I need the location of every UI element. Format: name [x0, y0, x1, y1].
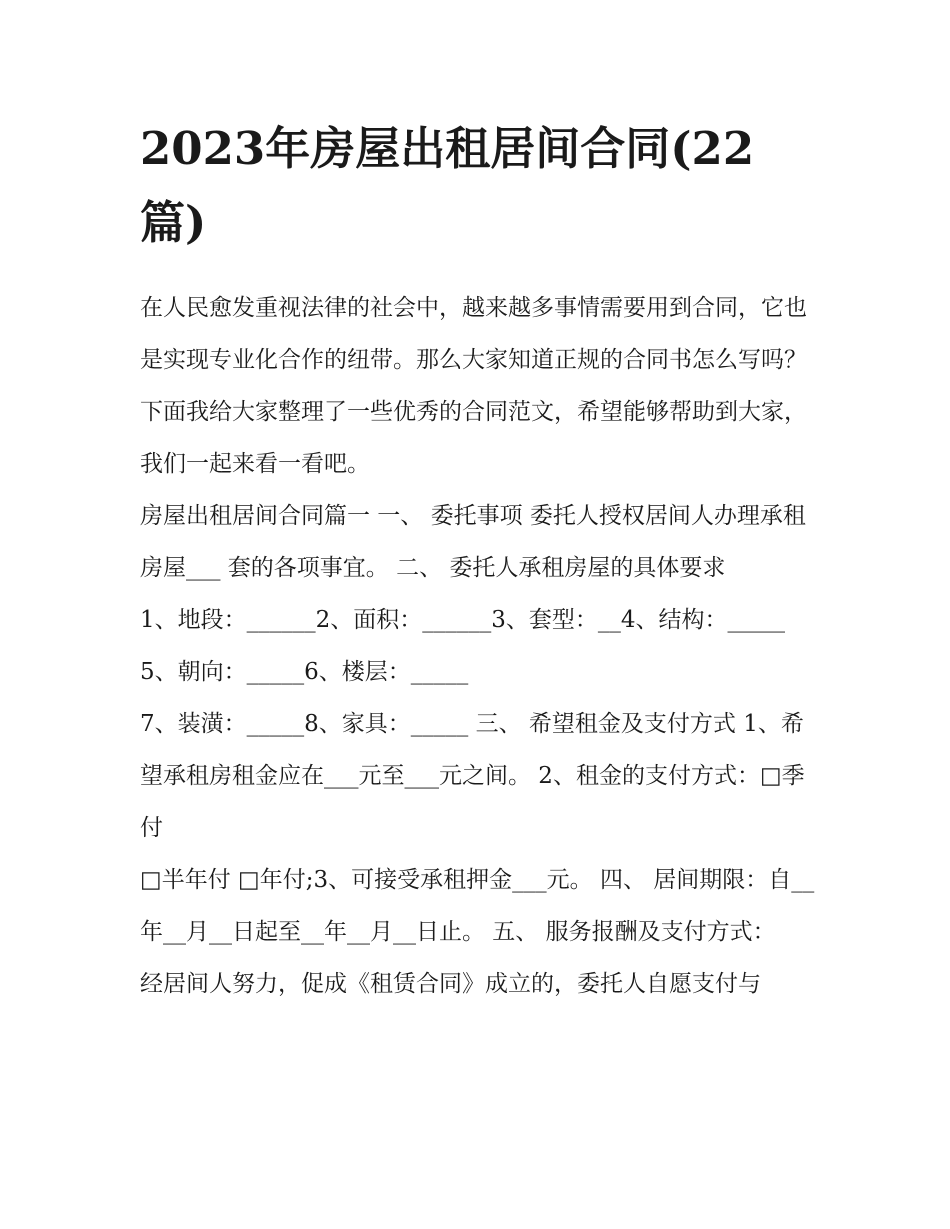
paragraph-rent-payment: 7、装潢：_____8、家具：_____ 三、 希望租金及支付方式 1、希望承租房租金应在___元至___元之间。 2、租金的支付方式：□季付	[140, 711, 805, 841]
document-title: 2023年房屋出租居间合同(22篇)	[140, 122, 755, 249]
paragraph-property-requirements: 1、地段：______2、面积：______3、套型：__4、结构：_____5、朝向：_____6、楼层：_____	[140, 607, 786, 685]
paragraph-term-and-fees: □半年付 □年付;3、可接受承租押金___元。 四、 居间期限：自__年__月__日起至__年__月__日止。 五、 服务报酬及支付方式：	[140, 867, 815, 945]
document-page	[140, 112, 820, 1010]
paragraph-remuneration: 经居间人努力，促成《租赁合同》成立的，委托人自愿支付与	[140, 971, 761, 997]
paragraph-intro: 在人民愈发重视法律的社会中，越来越多事情需要用到合同，它也是实现专业化合作的纽带。那么大家知道正规的合同书怎么写吗？下面我给大家整理了一些优秀的合同范文，希望能够帮助到大家，我们一起来看一看吧。	[140, 295, 807, 477]
paragraph-entrusted-matters: 房屋出租居间合同篇一 一、 委托事项 委托人授权居间人办理承租房屋___ 套的各项事宜。 二、 委托人承租房屋的具体要求	[140, 503, 806, 581]
